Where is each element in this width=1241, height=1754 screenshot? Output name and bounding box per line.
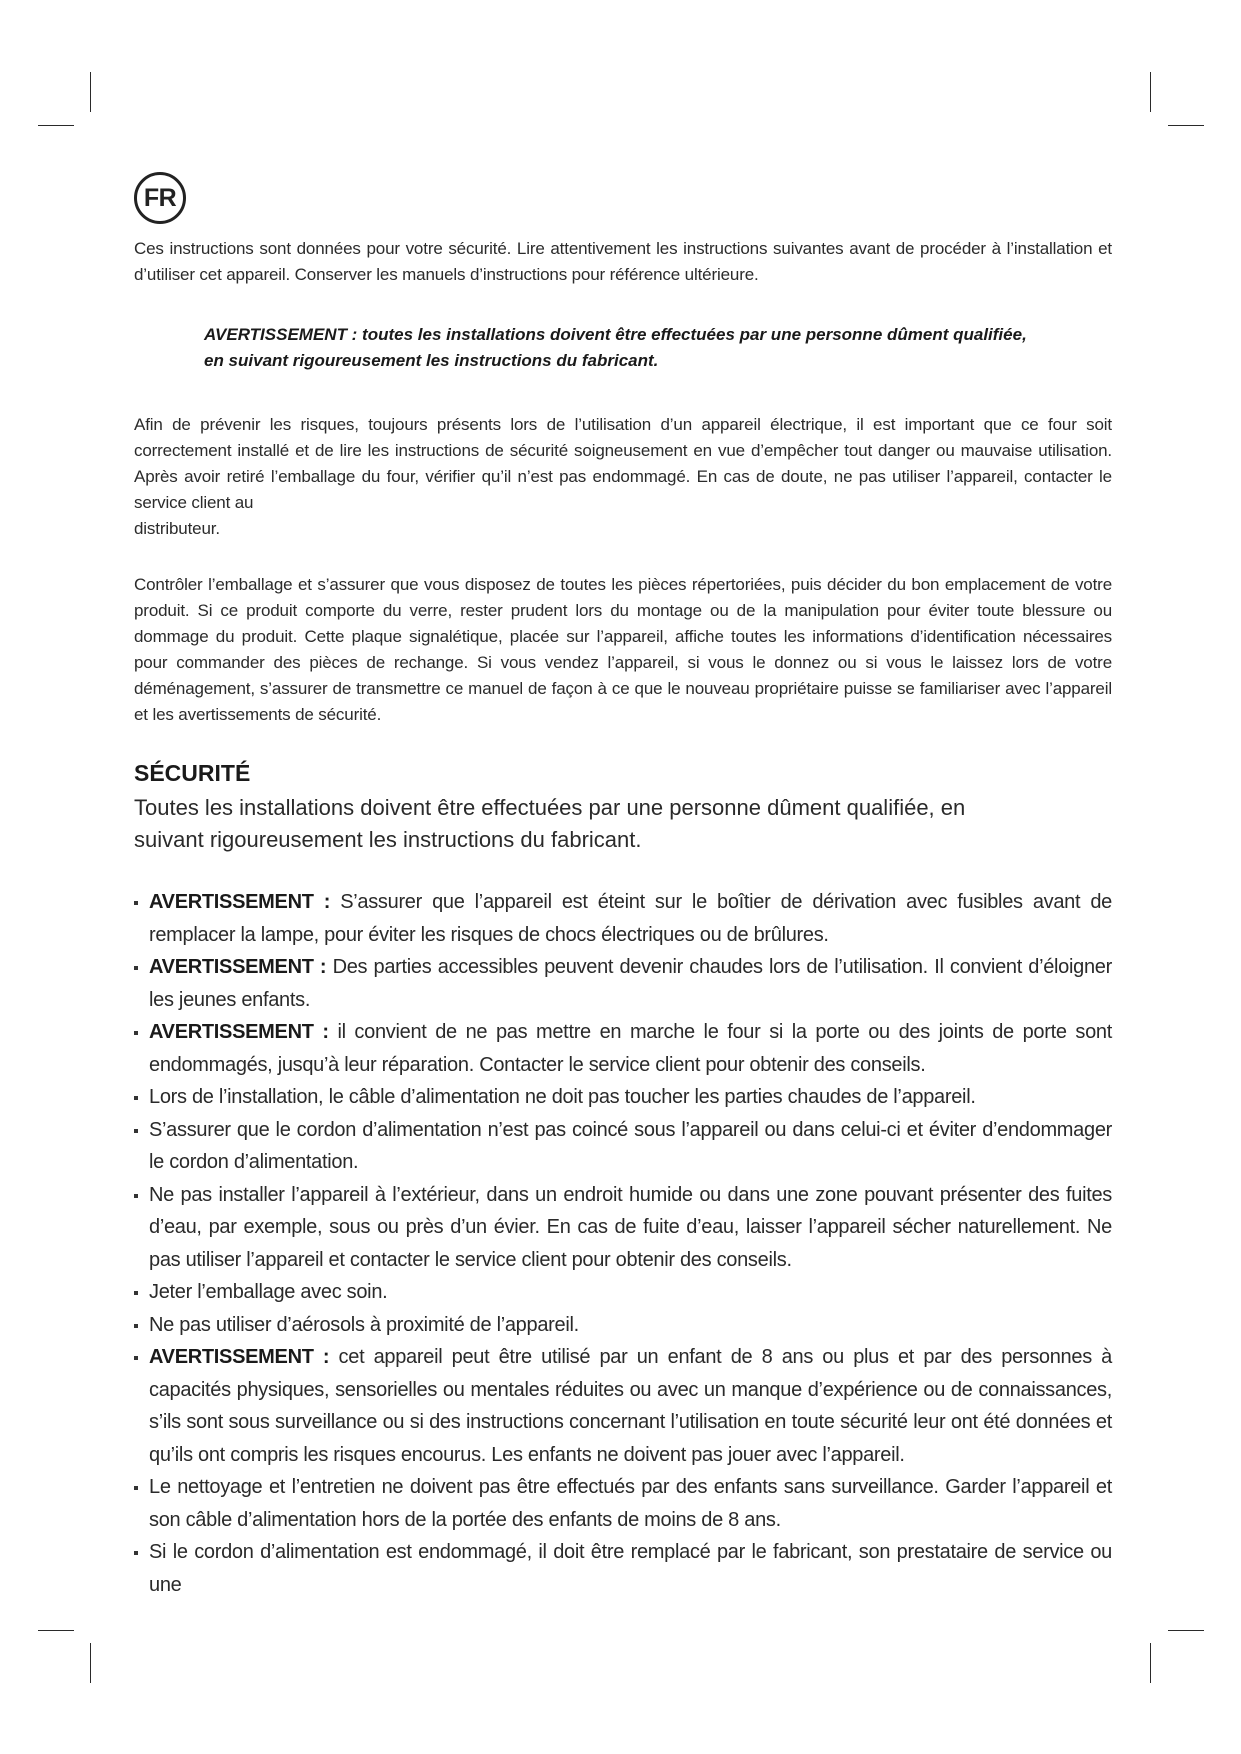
crop-mark (90, 1643, 91, 1683)
list-item (134, 1114, 1112, 1179)
list-item (134, 1276, 1112, 1309)
list-item-text: Lors de l’installation, le câble d’alimentation ne doit pas toucher les parties chaudes de l’appareil. (149, 1086, 976, 1108)
safety-list (134, 886, 1112, 1601)
warning-line: AVERTISSEMENT : toutes les installations doivent être effectuées par une personne dûment qualifiée, (204, 325, 1027, 344)
list-item-text: Le nettoyage et l’entretien ne doivent pas être effectués par des enfants sans surveillance. Garder l’appareil et son câble d’alimentation hors de la portée des enfants de moins de 8 ans. (149, 1476, 1112, 1531)
list-item-text: Jeter l’emballage avec soin. (149, 1281, 388, 1303)
crop-mark (1150, 72, 1151, 112)
list-item-text: Si le cordon d’alimentation est endommagé, il doit être remplacé par le fabricant, son prestataire de service ou une (149, 1541, 1112, 1596)
list-item (134, 1341, 1112, 1471)
crop-mark (1150, 1643, 1151, 1683)
risk-paragraph-tail: distributeur. (134, 519, 220, 538)
list-item-text: Des parties accessibles peuvent devenir chaudes lors de l’utilisation. Il convient d’éloigner les jeunes enfants. (149, 956, 1112, 1011)
warning-keyword: AVERTISSEMENT : (149, 956, 327, 978)
warning-keyword: AVERTISSEMENT : (149, 891, 331, 913)
document-body (134, 236, 1112, 1601)
crop-mark (1168, 1630, 1204, 1631)
list-item (134, 951, 1112, 1016)
risk-paragraph (134, 412, 1112, 542)
list-item-text: Ne pas installer l’appareil à l’extérieur, dans un endroit humide ou dans une zone pouvant présenter des fuites d’eau, par exemple, sous ou près d’un évier. En cas de fuite d’eau, laisser l’appareil sécher naturellement. Ne pas utiliser l’appareil et contacter le service client pour obtenir des conseils. (149, 1183, 1112, 1271)
section-subtitle: Toutes les installations doivent être effectuées par une personne dûment qualifiée, en suivant rigoureusement les instructions du fabricant. (134, 795, 966, 852)
installation-warning (204, 322, 1064, 374)
list-item (134, 1536, 1112, 1601)
packaging-paragraph: Contrôler l’emballage et s’assurer que vous disposez de toutes les pièces répertoriées, puis décider du bon emplacement de votre produit. Si ce produit comporte du verre, rester prudent lors du montage ou de la manipulation pour éviter toute blessure ou dommage du produit. Cette plaque signalétique, placée sur l’appareil, affiche toutes les informations d’identification nécessaires pour commander des pièces de rechange. Si vous vendez l’appareil, si vous le donnez ou si vous le laissez lors de votre déménagement, s’assurer de transmettre ce manuel de façon à ce que le nouveau propriétaire puisse se familiariser avec l’appareil et les avertissements de sécurité. (134, 575, 1112, 724)
warning-keyword: AVERTISSEMENT : (149, 1346, 330, 1368)
list-item (134, 1179, 1112, 1277)
list-item (134, 886, 1112, 951)
list-item (134, 1309, 1112, 1342)
list-item-text: S’assurer que l’appareil est éteint sur le boîtier de dérivation avec fusibles avant de remplacer la lampe, pour éviter les risques de chocs électriques ou de brûlures. (149, 891, 1112, 946)
crop-mark (1168, 125, 1204, 126)
crop-mark (38, 1630, 74, 1631)
list-item (134, 1016, 1112, 1081)
list-item-text: il convient de ne pas mettre en marche le four si la porte ou des joints de porte sont endommagés, jusqu’à leur réparation. Contacter le service client pour obtenir des conseils. (149, 1021, 1112, 1076)
list-item (134, 1471, 1112, 1536)
risk-paragraph-main: Afin de prévenir les risques, toujours présents lors de l’utilisation d’un appareil électrique, il est important que ce four soit correctement installé et de lire les instructions de sécurité soigneusement en vue d’empêcher tout danger ou mauvaise utilisation. Après avoir retiré l’emballage du four, vérifier qu’il n’est pas endommagé. En cas de doute, ne pas utiliser l’appareil, contacter le service client au (134, 415, 1112, 512)
warning-line: en suivant rigoureusement les instructions du fabricant. (204, 351, 659, 370)
warning-keyword: AVERTISSEMENT : (149, 1021, 329, 1043)
crop-mark (38, 125, 74, 126)
list-item-text: S’assurer que le cordon d’alimentation n’est pas coincé sous l’appareil ou dans celui-ci et éviter d’endommager le cordon d’alimentation. (149, 1118, 1112, 1173)
list-item-text: Ne pas utiliser d’aérosols à proximité de l’appareil. (149, 1313, 579, 1336)
intro-paragraph: Ces instructions sont données pour votre sécurité. Lire attentivement les instructions suivantes avant de procéder à l’installation et d’utiliser cet appareil. Conserver les manuels d’instructions pour référence ultérieure. (134, 239, 1112, 284)
crop-mark (90, 72, 91, 112)
language-badge: FR (134, 172, 186, 224)
section-title: SÉCURITÉ (134, 760, 251, 786)
list-item-text: cet appareil peut être utilisé par un enfant de 8 ans ou plus et par des personnes à capacités physiques, sensorielles ou mentales réduites ou avec un manque d’expérience ou de connaissances, s’ils sont sous surveillance ou si des instructions concernant l’utilisation en toute sécurité leur ont été données et qu’ils ont compris les risques encourus. Les enfants ne doivent pas jouer avec l’appareil. (149, 1346, 1112, 1466)
list-item (134, 1081, 1112, 1114)
